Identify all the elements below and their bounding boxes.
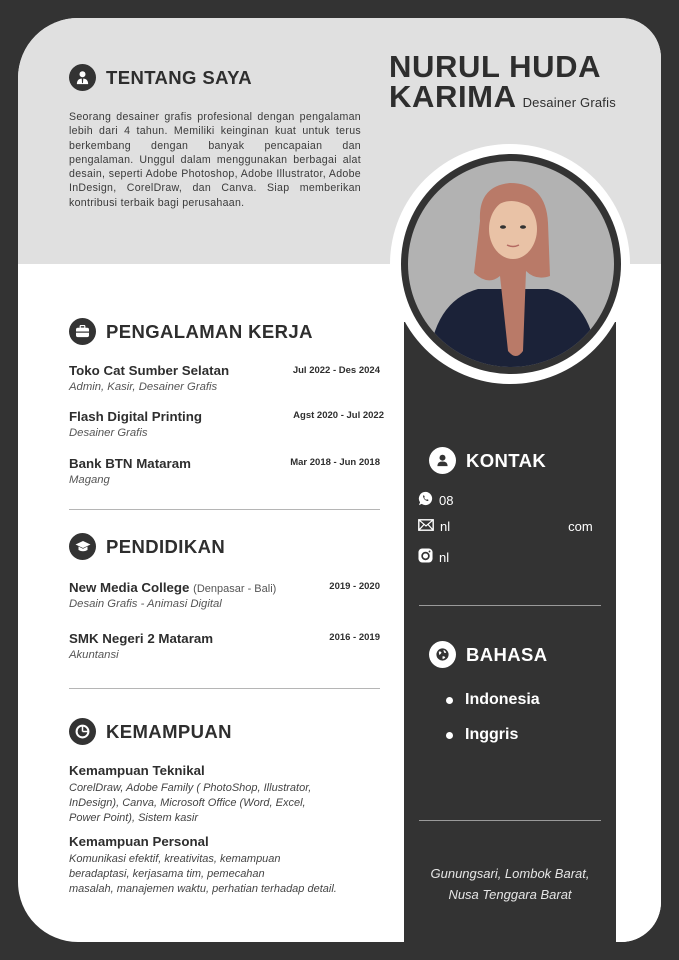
- contact-instagram[interactable]: [418, 548, 449, 566]
- contact-title: KONTAK: [466, 449, 547, 471]
- divider: [69, 509, 380, 510]
- school-location: (Denpasar - Bali): [193, 583, 277, 595]
- contact-email-text: nl: [440, 519, 451, 534]
- school-name: [69, 580, 276, 595]
- whatsapp-icon: [418, 491, 433, 509]
- divider: [419, 605, 601, 606]
- school-period: 2019 - 2020: [329, 581, 380, 592]
- job-role: Magang: [69, 474, 110, 486]
- contact-email[interactable]: [418, 519, 593, 534]
- divider: [69, 688, 380, 689]
- skill-line: beradaptasi, kerjasama tim, pemecahan: [69, 868, 265, 880]
- contact-email-suffix: com: [568, 519, 593, 534]
- address-line-2: Nusa Tenggara Barat: [448, 887, 572, 902]
- contact-heading: [429, 447, 546, 474]
- job-company: Flash Digital Printing: [69, 409, 202, 424]
- divider: [419, 820, 601, 821]
- school-major: Desain Grafis - Animasi Digital: [69, 598, 222, 610]
- languages-title: BAHASA: [466, 643, 548, 665]
- job-period: Mar 2018 - Jun 2018: [290, 457, 380, 468]
- portrait-illustration: [408, 161, 614, 367]
- job-role: Desainer Grafis: [522, 95, 616, 110]
- experience-heading: [69, 318, 313, 345]
- skill-line: CorelDraw, Adobe Family ( PhotoShop, Illustrator,: [69, 782, 312, 794]
- personal-skills-title: Kemampuan Personal: [69, 834, 209, 849]
- user-circle-icon: [429, 447, 456, 474]
- user-tie-icon: [69, 64, 96, 91]
- profile-photo: [408, 161, 614, 367]
- job-period: Jul 2022 - Des 2024: [292, 365, 380, 376]
- personal-skills-text: [69, 852, 337, 897]
- school-major: Akuntansi: [69, 649, 119, 661]
- about-text: Seorang desainer grafis profesional dengan pengalaman lebih dari 4 tahun. Memiliki keinginan kuat untuk terus berkembang dengan banyak pencapaian dan pengalaman. Unggul dalam menggunakan berbagai alat desain, seperti Adobe Photoshop, Adobe Illustrator, Adobe InDesign, CorelDraw, dan Canva. Siap memberikan kontribusi terbaik bagi perusahaan.: [69, 111, 361, 209]
- resume-card: [18, 18, 661, 942]
- education-title: PENDIDIKAN: [106, 535, 226, 557]
- school-name: SMK Negeri 2 Mataram: [69, 631, 214, 646]
- mail-icon: [418, 519, 434, 534]
- contact-phone[interactable]: [418, 491, 453, 509]
- bullet-icon: [446, 732, 453, 739]
- technical-skills-text: [69, 781, 311, 826]
- name-line-2: KARIMA: [389, 79, 517, 114]
- briefcase-icon: [69, 318, 96, 345]
- address: [404, 863, 616, 905]
- about-title: TENTANG SAYA: [106, 66, 252, 88]
- instagram-icon: [418, 548, 433, 566]
- skill-line: masalah, manajemen waktu, perhatian terhadap detail.: [69, 883, 337, 895]
- job-company: Toko Cat Sumber Selatan: [69, 363, 230, 378]
- languages-heading: [429, 641, 548, 668]
- job-company: Bank BTN Mataram: [69, 456, 191, 471]
- skill-line: Power Point), Sistem kasir: [69, 812, 198, 824]
- pie-chart-icon: [69, 718, 96, 745]
- name-line-1: NURUL HUDA: [389, 49, 602, 84]
- job-period: Agst 2020 - Jul 2022: [293, 410, 384, 421]
- contact-phone-text: 08: [439, 492, 454, 508]
- skills-title: KEMAMPUAN: [106, 720, 232, 742]
- skills-heading: [69, 718, 232, 745]
- skill-line: InDesign), Canva, Microsoft Office (Word, Excel,: [69, 797, 306, 809]
- job-role: Desainer Grafis: [69, 427, 148, 439]
- bullet-icon: [446, 697, 453, 704]
- school-name-text: New Media College: [69, 580, 190, 595]
- language-item: [446, 726, 518, 744]
- skill-line: Komunikasi efektif, kreativitas, kemampuan: [69, 853, 281, 865]
- graduation-cap-icon: [69, 533, 96, 560]
- contact-instagram-text: nl: [439, 549, 450, 565]
- language-label: Inggris: [465, 726, 519, 743]
- language-item: [446, 691, 540, 709]
- name-block: [389, 49, 616, 118]
- job-role: Admin, Kasir, Desainer Grafis: [69, 381, 218, 393]
- sidebar-panel: [404, 322, 616, 942]
- about-heading: [69, 64, 252, 91]
- school-period: 2016 - 2019: [329, 632, 380, 643]
- globe-icon: [429, 641, 456, 668]
- language-label: Indonesia: [465, 691, 540, 708]
- technical-skills-title: Kemampuan Teknikal: [69, 763, 205, 778]
- address-line-1: Gunungsari, Lombok Barat,: [430, 866, 590, 881]
- education-heading: [69, 533, 225, 560]
- right-strip: [616, 264, 661, 942]
- experience-title: PENGALAMAN KERJA: [106, 320, 313, 342]
